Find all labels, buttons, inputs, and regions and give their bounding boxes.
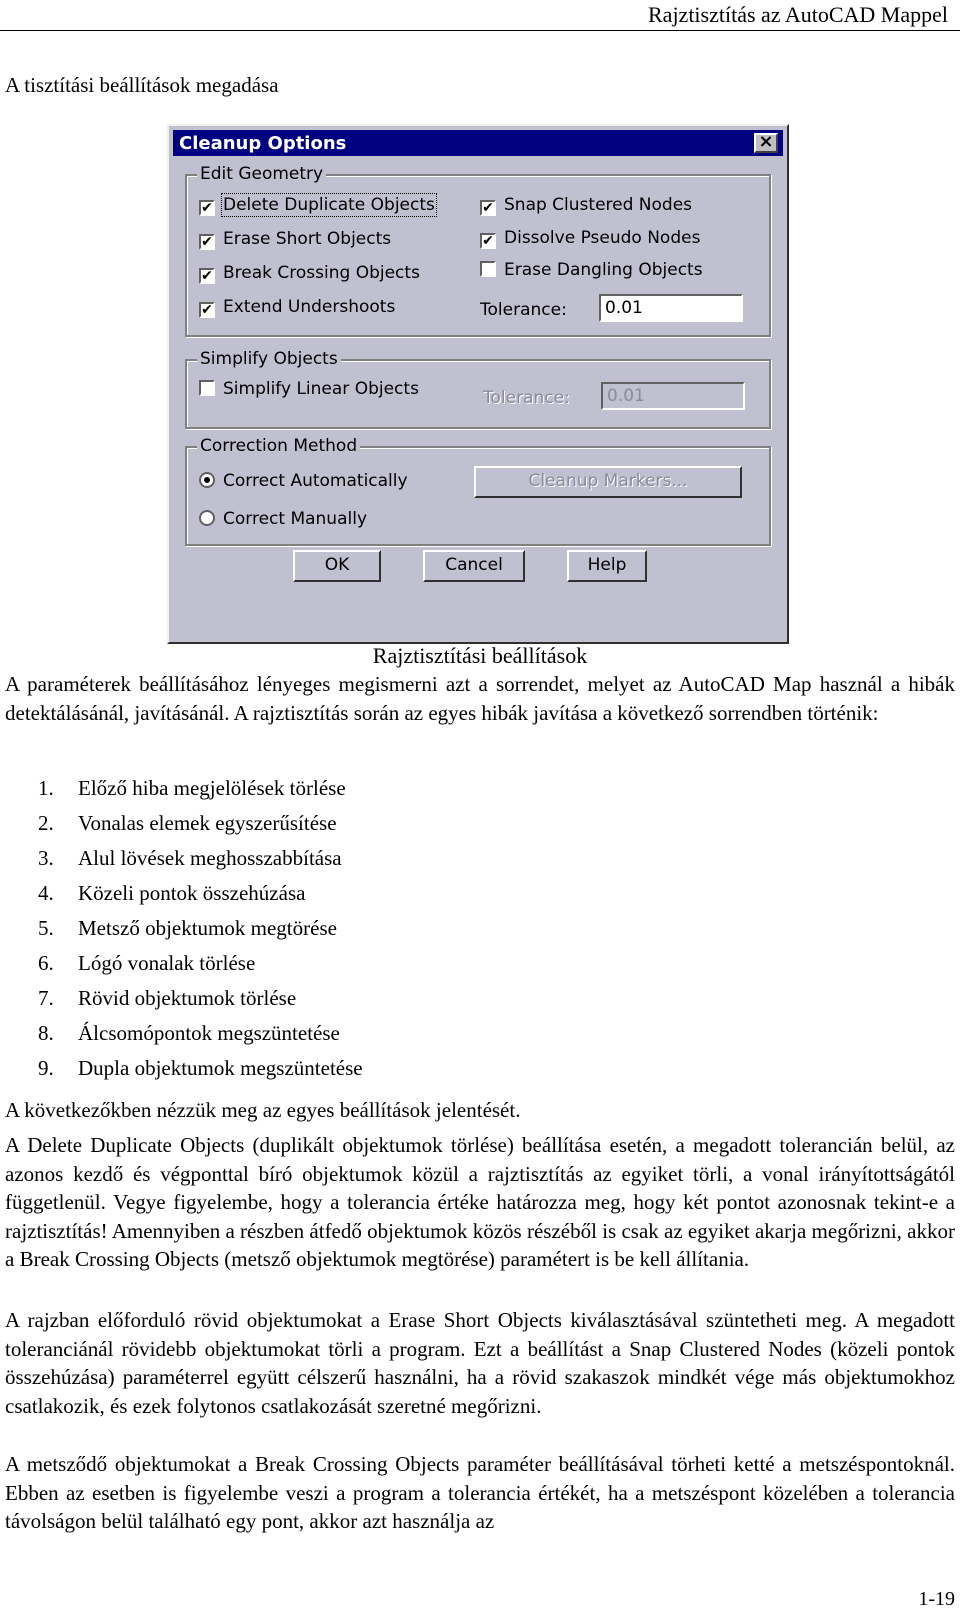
step-text: Alul lövések meghosszabbítása bbox=[78, 846, 342, 870]
list-item bbox=[38, 771, 363, 806]
step-number: 4. bbox=[38, 881, 54, 905]
list-item bbox=[38, 911, 363, 946]
close-button[interactable] bbox=[754, 133, 778, 153]
radio-label: Correct Automatically bbox=[223, 471, 408, 491]
checkbox-label: Erase Short Objects bbox=[223, 229, 392, 249]
checkbox-box: ✔ bbox=[480, 233, 496, 249]
checkbox-box: ✔ bbox=[480, 200, 496, 216]
step-text: Metsző objektumok megtörése bbox=[78, 916, 337, 940]
step-text: Lógó vonalak törlése bbox=[78, 951, 256, 975]
extend-undershoots-checkbox[interactable] bbox=[199, 297, 395, 318]
help-button[interactable]: Help bbox=[567, 550, 647, 582]
dialog-titlebar[interactable] bbox=[173, 130, 783, 156]
checkbox-box: ✔ bbox=[199, 268, 215, 284]
checkbox-label: Delete Duplicate Objects bbox=[223, 195, 435, 215]
cleanup-options-dialog bbox=[167, 124, 789, 644]
dialog-title: Cleanup Options bbox=[179, 133, 347, 154]
body-paragraph: A következőkben nézzük meg az egyes beállítások jelentését. bbox=[5, 1098, 521, 1122]
page-number: 1-19 bbox=[918, 1588, 955, 1610]
list-item bbox=[38, 946, 363, 981]
erase-dangling-objects-checkbox[interactable] bbox=[480, 260, 703, 280]
step-text: Előző hiba megjelölések törlése bbox=[78, 776, 346, 800]
step-number: 9. bbox=[38, 1056, 54, 1080]
edit-tolerance-input[interactable]: 0.01 bbox=[599, 294, 743, 322]
cleanup-steps-list bbox=[38, 771, 363, 1086]
cleanup-markers-button[interactable]: Cleanup Markers... bbox=[474, 466, 742, 498]
step-number: 1. bbox=[38, 776, 54, 800]
checkbox-box: ✔ bbox=[199, 200, 215, 216]
step-text: Közeli pontok összehúzása bbox=[78, 881, 306, 905]
radio-label: Correct Manually bbox=[223, 509, 368, 529]
erase-short-objects-checkbox[interactable] bbox=[199, 229, 391, 250]
simplify-tolerance-label: Tolerance: bbox=[483, 388, 570, 408]
checkbox-box: ✔ bbox=[199, 302, 215, 318]
correct-manually-radio[interactable] bbox=[199, 509, 367, 529]
edit-geometry-label: Edit Geometry bbox=[197, 164, 326, 184]
correct-automatically-radio[interactable] bbox=[199, 471, 408, 491]
simplify-linear-objects-checkbox[interactable] bbox=[199, 379, 419, 399]
break-crossing-objects-checkbox[interactable] bbox=[199, 263, 420, 284]
step-text: Álcsomópontok megszüntetése bbox=[78, 1021, 340, 1045]
step-text: Rövid objektumok törlése bbox=[78, 986, 297, 1010]
section-heading: A tisztítási beállítások megadása bbox=[5, 73, 279, 97]
checkbox-box: ✔ bbox=[199, 234, 215, 250]
checkbox-label: Snap Clustered Nodes bbox=[504, 195, 693, 215]
step-text: Vonalas elemek egyszerűsítése bbox=[78, 811, 337, 835]
header-title: Rajztisztítás az AutoCAD Mappel bbox=[648, 2, 948, 27]
checkbox-box bbox=[480, 261, 496, 277]
radio-dot bbox=[199, 510, 215, 526]
cancel-button[interactable]: Cancel bbox=[423, 550, 525, 582]
intro-paragraph: A paraméterek beállításához lényeges megismerni azt a sorrendet, melyet az AutoCAD Map használ a hibák detektálásánál, javításánál. A rajztisztítás során az egyes hibák javítása a következő sorrendben történik: bbox=[5, 672, 955, 725]
checkbox-label: Erase Dangling Objects bbox=[504, 260, 703, 280]
body-paragraph: A Delete Duplicate Objects (duplikált objektumok törlése) beállítása esetén, a megadott tolerancián belül, az azonos kezdő és végponttal bíró objektumok közül a rajztisztítás az egyiket törli, a vonal irányítottságától függetlenül. Vegye figyelembe, hogy a tolerancia értéke határozza meg, hogy két pontot azonosnak tekint-e a rajztisztítás! Amennyiben a részben átfedő objektumok közös részéből is csak az egyiket akarja megőrizni, akkor a Break Crossing Objects (metsző objektumok megtörése) paramétert is be kell állítania. bbox=[5, 1133, 955, 1271]
checkbox-label: Simplify Linear Objects bbox=[223, 379, 419, 399]
snap-clustered-nodes-checkbox[interactable] bbox=[480, 195, 692, 216]
ok-button[interactable]: OK bbox=[293, 550, 381, 582]
step-number: 7. bbox=[38, 986, 54, 1010]
checkbox-label: Extend Undershoots bbox=[223, 297, 396, 317]
page-header bbox=[0, 0, 960, 31]
list-item bbox=[38, 876, 363, 911]
step-number: 6. bbox=[38, 951, 54, 975]
step-number: 5. bbox=[38, 916, 54, 940]
list-item bbox=[38, 841, 363, 876]
simplify-objects-label: Simplify Objects bbox=[197, 349, 341, 369]
list-item bbox=[38, 1051, 363, 1086]
figure-caption: Rajztisztítási beállítások bbox=[372, 643, 588, 668]
list-item bbox=[38, 981, 363, 1016]
body-paragraph: A rajzban előforduló rövid objektumokat a Erase Short Objects kiválasztásával szüntetheti meg. A megadott toleranciánál rövidebb objektumokat törli a program. Ezt a beállítást a Snap Clustered Nodes (közeli pontok összehúzása) paraméterrel együtt célszerű használni, ha a rövid szakaszok mindkét vége más objektumokhoz csatlakozik, és ezek folytonos csatlakozását szeretné megőrizni. bbox=[5, 1308, 955, 1418]
body-paragraph: A metsződő objektumokat a Break Crossing Objects paraméter beállításával törheti ketté a metszéspontoknál. Ebben az esetben is figyelembe veszi a program a tolerancia értékét, ha a metszéspont közelében a tolerancia távolságon belül található egy pont, akkor azt használja az bbox=[5, 1452, 955, 1533]
simplify-tolerance-input[interactable]: 0.01 bbox=[601, 382, 745, 410]
checkbox-label: Break Crossing Objects bbox=[223, 263, 420, 283]
list-item bbox=[38, 806, 363, 841]
radio-dot bbox=[199, 472, 215, 488]
step-number: 2. bbox=[38, 811, 54, 835]
list-item bbox=[38, 1016, 363, 1051]
checkbox-box bbox=[199, 380, 215, 396]
edit-tolerance-label: Tolerance: bbox=[480, 300, 567, 320]
step-number: 8. bbox=[38, 1021, 54, 1045]
delete-duplicate-objects-checkbox[interactable] bbox=[199, 195, 435, 216]
checkbox-label: Dissolve Pseudo Nodes bbox=[504, 228, 701, 248]
close-icon: × bbox=[758, 131, 774, 152]
dissolve-pseudo-nodes-checkbox[interactable] bbox=[480, 228, 700, 249]
step-text: Dupla objektumok megszüntetése bbox=[78, 1056, 363, 1080]
step-number: 3. bbox=[38, 846, 54, 870]
correction-method-label: Correction Method bbox=[197, 436, 360, 456]
